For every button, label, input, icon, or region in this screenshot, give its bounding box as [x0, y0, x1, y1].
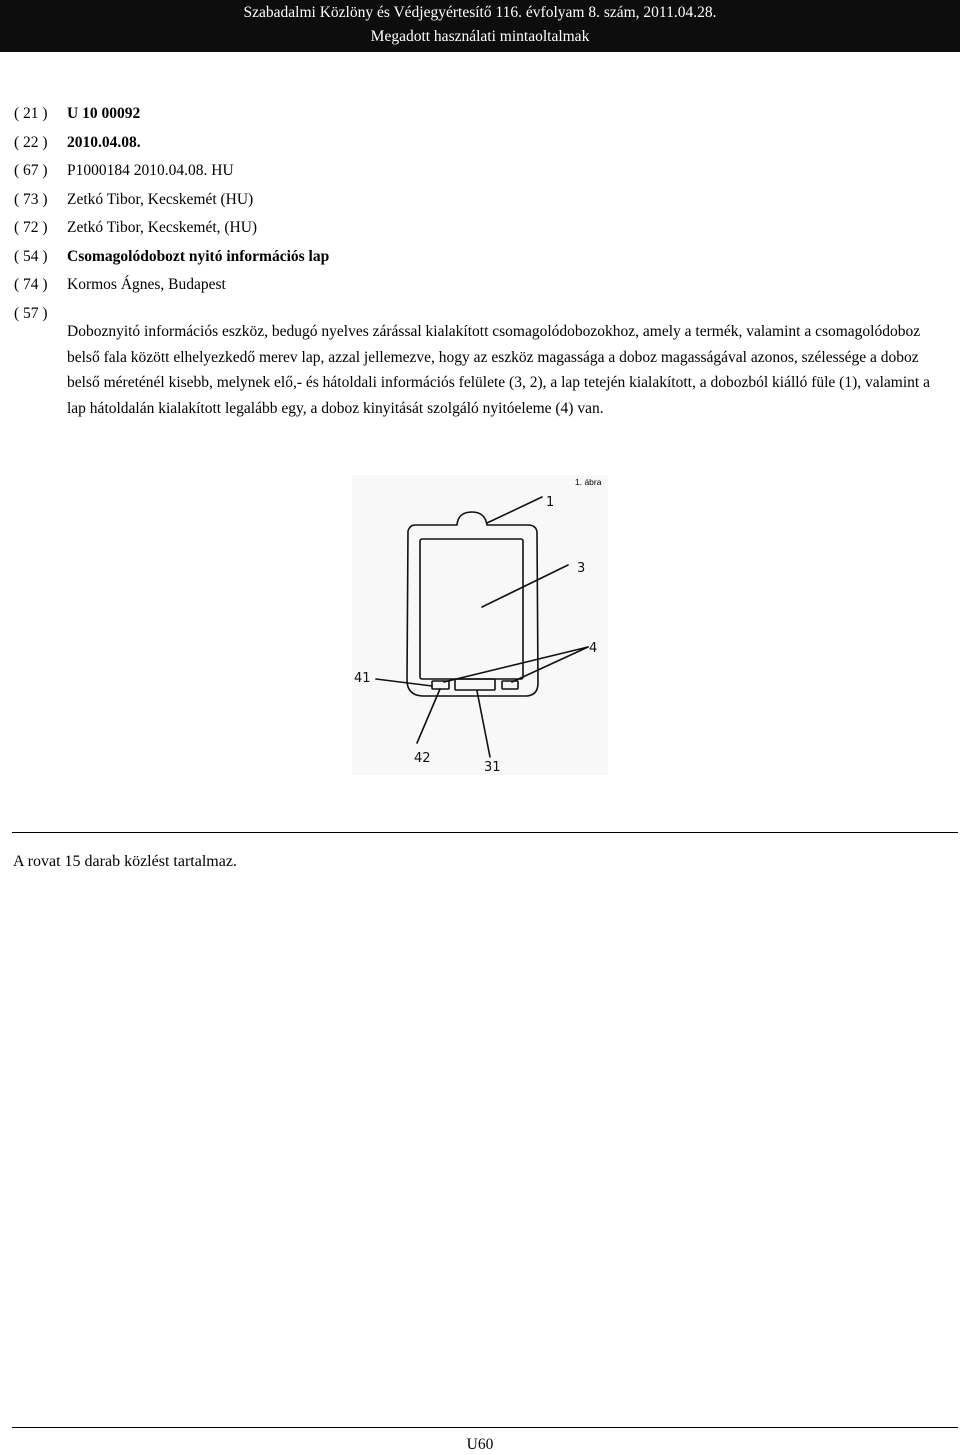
related-application: P1000184 2010.04.08. HU — [67, 162, 234, 179]
label-42: 42 — [414, 751, 431, 766]
invention-title: Csomagolódobozt nyitó információs lap — [67, 247, 330, 265]
field-code: ( 67 ) — [14, 162, 48, 179]
gazette-header — [0, 0, 960, 52]
drawing-background — [352, 475, 608, 775]
field-code: ( 21 ) — [14, 105, 48, 122]
label-4: 4 — [589, 641, 598, 656]
drawing-canvas — [352, 475, 608, 775]
section-title: Megadott használati mintaoltalmak — [370, 28, 590, 45]
patent-drawing — [352, 475, 608, 775]
footer-divider — [12, 1427, 958, 1428]
field-21 — [14, 104, 944, 133]
representative: Kormos Ágnes, Budapest — [67, 276, 226, 293]
filing-date: 2010.04.08. — [67, 133, 141, 151]
field-72 — [14, 218, 944, 247]
field-code: ( 72 ) — [14, 219, 48, 236]
field-code: ( 57 ) — [14, 304, 48, 322]
label-3: 3 — [577, 561, 586, 576]
field-74 — [14, 275, 944, 304]
label-31: 31 — [484, 760, 501, 775]
field-code: ( 54 ) — [14, 247, 48, 265]
field-22 — [14, 133, 944, 162]
page-number: U60 — [466, 1436, 494, 1453]
figure-caption: 1. ábra — [575, 477, 602, 487]
field-code: ( 22 ) — [14, 133, 48, 151]
abstract-text: Doboznyitó információs eszköz, bedugó nyelves zárással kialakított csomagolódobozokhoz, amely a termék, valamint a csomagolódoboz belső fala között elhelyezkedő merev lap, azzal jellemezve, hogy az eszköz magassága a doboz magasságával azonos, szélessége a doboz belső méreténél kisebb, melynek elő,- és hátoldali információs felülete (3, 2), a lap tetején kialakított, a dobozból kiálló füle (1), valamint a lap hátoldalán kialakított legalább egy, a doboz kinyitását szolgáló nyitóeleme (4) van. — [67, 323, 930, 417]
gazette-title: Szabadalmi Közlöny és Védjegyértesítő 116. évfolyam 8. szám, 2011.04.28. — [243, 4, 717, 21]
application-number: U 10 00092 — [67, 105, 141, 122]
field-code: ( 74 ) — [14, 276, 48, 293]
holder: Zetkó Tibor, Kecskemét (HU) — [67, 190, 254, 208]
bibliographic-fields — [14, 104, 944, 332]
label-1: 1 — [546, 495, 555, 510]
label-41: 41 — [354, 671, 371, 686]
section-divider — [12, 832, 958, 833]
field-code: ( 73 ) — [14, 190, 48, 208]
field-73 — [14, 190, 944, 219]
inventor: Zetkó Tibor, Kecskemét, (HU) — [67, 219, 258, 236]
section-count-note: A rovat 15 darab közlést tartalmaz. — [13, 853, 237, 870]
field-54 — [14, 247, 944, 276]
field-67 — [14, 161, 944, 190]
